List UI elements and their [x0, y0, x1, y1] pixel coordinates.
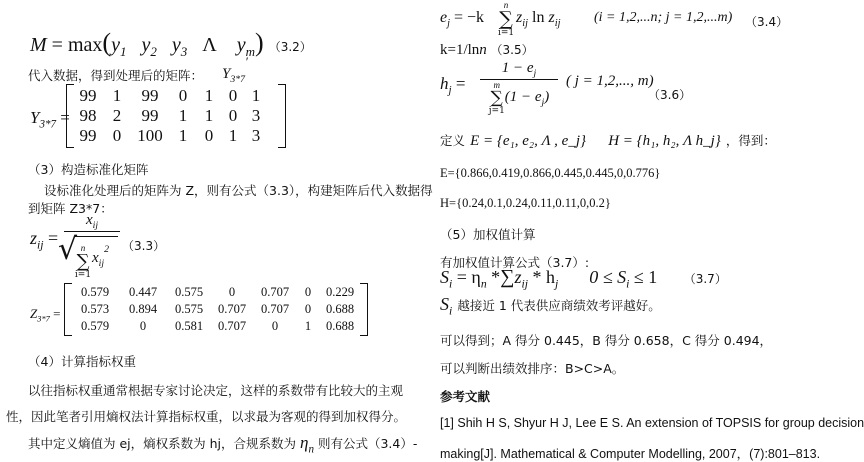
matrix-cell: 0: [139, 319, 147, 333]
matrix-cell: 0.447: [128, 285, 158, 299]
matrix-cell: 0.579: [80, 319, 110, 333]
section-heading-3: （3）构造标准化矩阵: [28, 162, 149, 177]
equation-3-2: $M = \max(y_1$ $y_2$ $y_3$ Λ $y_m$) （3.2）: [30, 28, 312, 59]
matrix-cell: 0: [304, 302, 312, 316]
equation-3-6-lhs: $h_j$ =: [440, 74, 466, 97]
matrix-cell: 99: [79, 126, 97, 145]
matrix-Z-row: [71, 318, 361, 335]
matrix-cell: 0: [178, 86, 188, 105]
matrix-cell: 0: [228, 86, 238, 105]
reference-1-line-2: making[J]. Mathematical & Computer Modelling, 2007，(7):801–813.: [440, 447, 821, 461]
matrix-cell: 99: [141, 106, 159, 125]
equation-3-5: k=1/lnn （3.5）: [440, 42, 534, 58]
matrix-cell: 0.707: [260, 285, 290, 299]
equation-3-3-tag: （3.3）: [122, 239, 166, 253]
label-Z-matrix: $Z_{3*7}$ =: [30, 306, 61, 324]
matrix-cell: 99: [79, 86, 97, 105]
matrix-cell: 1: [178, 106, 188, 125]
matrix-cell: 0: [204, 126, 214, 145]
paragraph-4-line-2: 性，因此笔者引用熵权法计算指标权重，以求最为客观的得到加权得分。: [6, 409, 407, 424]
matrix-cell: 1: [112, 86, 122, 105]
matrix-cell: 98: [79, 106, 97, 125]
label-Y-prime: $Y_{3*7}'$: [222, 54, 248, 85]
sqrt-overline: [74, 236, 118, 237]
matrix-cell: 0: [112, 126, 122, 145]
equation-3-4-tag: （3.4）: [745, 15, 789, 29]
sum-sign: n ∑ i=1: [74, 243, 92, 280]
equation-3-6-fraction: $1 - e_j$ m ∑ j=1 $(1 - e_j)$: [480, 60, 558, 116]
references-title: 参考文献: [440, 389, 491, 404]
matrix-cell: 0.575: [174, 285, 204, 299]
matrix-cell: 0.688: [325, 302, 355, 316]
paragraph-3-line-2: 到矩阵 Z3*7：: [28, 201, 113, 216]
section-heading-4: （4）计算指标权重: [28, 354, 136, 369]
Si-explanation: $S_i$ 越接近 1 代表供应商绩效考评越好。: [440, 294, 661, 318]
matrix-cell: 0.707: [217, 319, 247, 333]
matrix-cell: 0: [304, 285, 312, 299]
equation-3-3-lhs: $z_{ij}$ =: [30, 228, 59, 252]
matrix-cell: 0.707: [260, 302, 290, 316]
equation-3-6-tag: （3.6）: [648, 88, 692, 102]
matrix-cell: 2: [112, 106, 122, 125]
eta-symbol: $\eta_n$: [300, 433, 314, 456]
matrix-Y-row: [73, 86, 279, 106]
section-heading-5: （5）加权值计算: [440, 227, 536, 242]
matrix-Y: [66, 84, 286, 148]
matrix-cell: 0.575: [174, 302, 204, 316]
text-substitute: 代入数据，得到处理后的矩阵：: [28, 68, 204, 83]
matrix-cell: 3: [251, 126, 261, 145]
paragraph-4-line-1: 以往指标权重通常根据专家讨论决定，这样的系数带有比较大的主观: [28, 383, 404, 398]
equation-3-7: $S_i = \eta_n$ $*\sum z_{ij} * h_j$ $0 \le S_i \le 1$ （3.7）: [440, 266, 727, 291]
matrix-cell: 99: [141, 86, 159, 105]
equation-3-6-condition: ( j = 1,2,..., m): [566, 73, 654, 89]
ranking-text: 可以判断出绩效排序：B>C>A。: [440, 361, 625, 376]
matrix-cell: 1: [178, 126, 188, 145]
equation-3-4-condition: (i = 1,2,...n; j = 1,2,...m): [594, 10, 733, 25]
matrix-Y-row: [73, 106, 279, 126]
matrix-cell: 100: [137, 126, 163, 145]
matrix-cell: 0.229: [325, 285, 355, 299]
sum-term: $x_{ij}^2$: [92, 244, 109, 269]
reference-1-line-1: [1] Shih H S, Shyur H J, Lee E S. An extension of TOPSIS for group decision: [440, 416, 864, 430]
matrix-cell: 1: [204, 106, 214, 125]
matrix-cell: 0: [271, 319, 279, 333]
matrix-Z-row: [71, 284, 361, 301]
matrix-cell: 0.894: [128, 302, 158, 316]
matrix-cell: 0.573: [80, 302, 110, 316]
matrix-cell: 0.581: [174, 319, 204, 333]
matrix-Y-row: [73, 126, 279, 146]
matrix-cell: 0.707: [217, 302, 247, 316]
matrix-cell: 0: [228, 106, 238, 125]
H-values: H={0.24,0.1,0.24,0.11,0.11,0,0.2}: [440, 196, 611, 210]
matrix-Z-row: [71, 301, 361, 318]
matrix-cell: 3: [251, 106, 261, 125]
label-Y-matrix: $Y_{3*7}$ =: [30, 108, 70, 131]
matrix-cell: 0.688: [325, 319, 355, 333]
weighted-intro: 有加权值计算公式（3.7）:: [440, 255, 590, 270]
matrix-cell: 0: [228, 285, 236, 299]
equation-3-3-fraction: $x_{ij}$: [64, 212, 120, 232]
paragraph-3-line-1: 设标准化处理后的矩阵为 Z，则有公式（3.3），构建矩阵后代入数据得: [44, 183, 433, 198]
scores-text: 可以得到；A 得分 0.445，B 得分 0.658，C 得分 0.494，: [440, 333, 773, 348]
equation-3-4: $e_j = -k$: [440, 9, 485, 30]
matrix-cell: 1: [251, 86, 261, 105]
definition-line: 定义 E = {e₁, e₂, Λ , e_j} H = {h₁, h₂, Λ h_j} ，得到：: [440, 133, 776, 149]
matrix-cell: 1: [228, 126, 238, 145]
matrix-cell: 0.579: [80, 285, 110, 299]
matrix-cell: 1: [204, 86, 214, 105]
paragraph-4-line-3: 其中定义熵值为 ej，熵权系数为 hj，合规系数为 $\eta_n$ 则有公式（3.4）-: [28, 433, 418, 456]
matrix-cell: 1: [304, 319, 312, 333]
equation-3-4-terms: $z_{ij}$ $\ln z_{ij}$: [516, 9, 561, 30]
matrix-Z: [64, 283, 368, 336]
E-values: E={0.866,0.419,0.866,0.445,0.445,0,0.776}: [440, 166, 661, 180]
sqrt-sign: √: [58, 232, 78, 267]
sum-sign: n ∑ i=1: [498, 0, 515, 38]
